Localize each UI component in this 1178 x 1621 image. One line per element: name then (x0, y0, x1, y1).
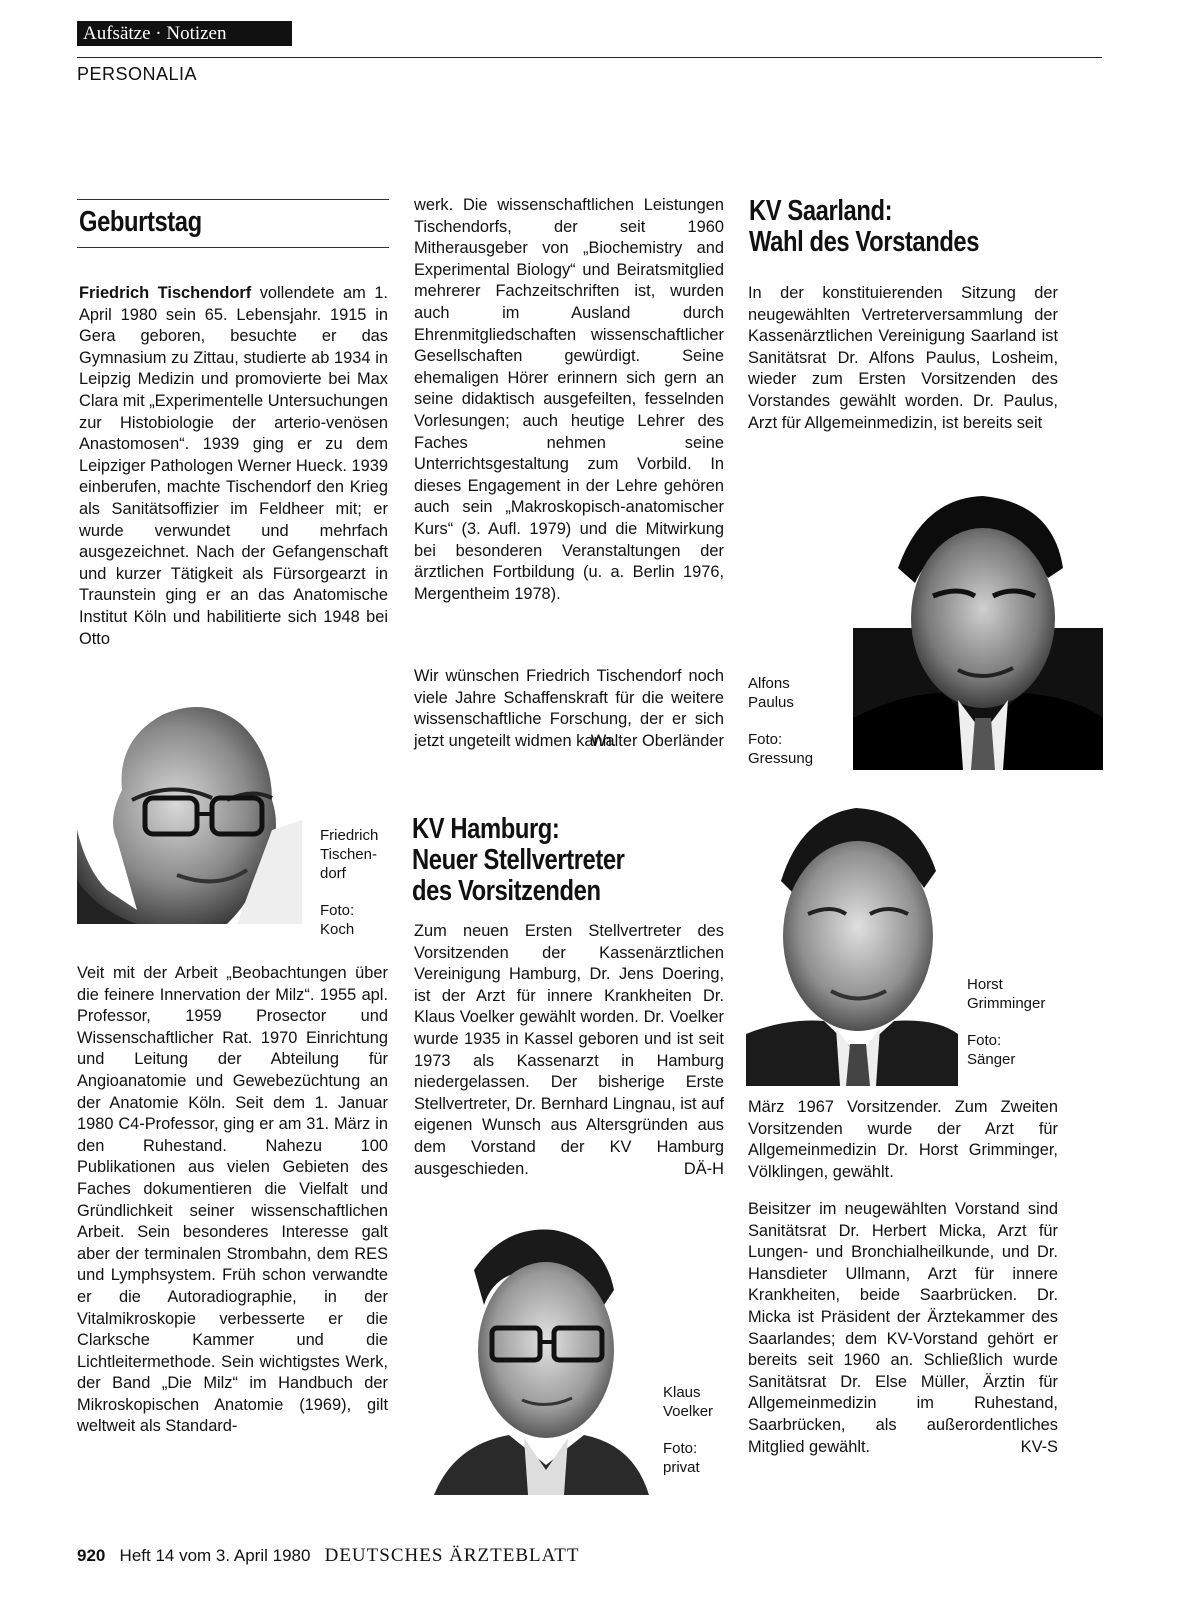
caption-name: Horst Grimminger (967, 976, 1046, 1012)
paragraph-text: vollendete am 1. April 1980 sein 65. Lebensjahr. 1915 in Gera geboren, besuchte er das Gymnasium zu Zittau, studierte ab 1934 in Leipzig Medizin und promovierte bei Max Clara mit „Experimentelle Untersuchungen zur Histobiologie der arterio-venösen Anastomosen“. 1939 ging er zu dem Leipziger Pathologen Werner Hueck. 1939 einberufen, machte Tischendorf den Krieg als Sanitätsoffizier im Feldheer mit; er wurde verwundet und mehrfach ausgezeichnet. Nach der Gefangenschaft und kurzer Tätigkeit als Fürsorgearzt in Traunstein ging er an das Anatomische Institut Köln und habilitierte sich 1948 bei Otto (79, 284, 388, 648)
geburtstag-headline: Geburtstag (79, 206, 202, 238)
hamburg-headline: KV Hamburg: Neuer Stellvertreter des Vorsitzenden (412, 813, 625, 907)
caption-credit: Foto: Gressung (748, 731, 814, 767)
magazine-name: DEUTSCHES ÄRZTEBLATT (324, 1545, 580, 1566)
tischendorf-photo (77, 680, 302, 924)
caption-name: Klaus Voelker (663, 1384, 714, 1420)
saarland-paragraph-3: Beisitzer im neugewählten Vorstand sind Sanitätsrat Dr. Herbert Micka, Arzt für Lungen- und Bronchialheilkunde, und Dr. Hansdieter Ullmann, Arzt für innere Krankheiten, beide Saarbrücken. Dr. Micka ist Präsident der Ärztekammer des Saarlandes; dem KV-Vorstand gehört er bereits seit 1960 an. Schließlich wurde Sanitätsrat Dr. Else Müller, Ärztin für Allgemeinmedizin im Ruhestand, Saarbrücken, als außerordentliches Mitglied gewählt. KV-S (748, 1199, 1058, 1458)
saarland-headline: KV Saarland: Wahl des Vorstandes (749, 195, 980, 258)
portrait-image (746, 796, 958, 1086)
portrait-image (853, 478, 1103, 770)
caption-credit: Foto: privat (663, 1440, 700, 1476)
geburtstag-paragraph-4: Wir wünschen Friedrich Tischendorf noch viele Jahre Schaffenskraft für die weitere wissenschaftliche Forschung, der er sich jetzt ungeteilt widmen kann. Walter Oberländer (414, 666, 724, 752)
caption-name: Friedrich Tischen- dorf (320, 827, 379, 882)
headline-rule-top (77, 199, 389, 200)
caption-credit: Foto: Koch (320, 902, 355, 938)
category-label: PERSONALIA (77, 64, 198, 84)
author-signature: Walter Oberländer (590, 731, 724, 750)
tischendorf-caption (320, 826, 400, 939)
paulus-caption (748, 674, 848, 768)
voelker-photo (414, 1210, 654, 1495)
caption-credit: Foto: Sänger (967, 1032, 1016, 1068)
section-tag: Aufsätze · Notizen (77, 21, 292, 46)
page-number: 920 (77, 1546, 106, 1565)
author-signature: KV-S (1020, 1437, 1058, 1456)
grimminger-caption (967, 975, 1067, 1069)
saarland-paragraph-2: März 1967 Vorsitzender. Zum Zweiten Vorsitzenden wurde der Arzt für Allgemeinmedizin Dr. Horst Grimminger, Völklingen, gewählt. (748, 1098, 1058, 1181)
author-signature: DÄ-H (683, 1159, 724, 1178)
portrait-image (414, 1210, 654, 1495)
subject-name: Friedrich Tischendorf (79, 284, 252, 302)
portrait-image (77, 680, 302, 924)
page-footer (77, 1545, 579, 1567)
geburtstag-paragraph-3: werk. Die wissenschaftlichen Leistungen Tischendorfs, der seit 1960 Mitherausgeber von „Biochemistry and Experimental Biology“ und Beiratsmitglied mehrerer Fachzeitschriften ist, wurden auch im Ausland durch Ehrenmitgliedschaften wissenschaftlicher Gesellschaften gewürdigt. Seine ehemaligen Hörer erinnern sich gern an seine didaktisch ausgefeilten, fesselnden Vorlesungen; auch heutige Lehrer des Faches nehmen seine Unterrichtsgestaltung zum Vorbild. In dieses Engagement in der Lehre gehören auch sein „Makroskopisch-anatomischer Kurs“ (3. Aufl. 1979) und die Mitwirkung bei besonderen Veranstaltungen der ärztlichen Fortbildung (u. a. Berlin 1976, Mergentheim 1978). (414, 196, 724, 603)
geburtstag-paragraph-2: Veit mit der Arbeit „Beobachtungen über die feinere Innervation der Milz“. 1955 apl. Professor, 1959 Prosector und Wissenschaftlicher Rat. 1970 Einrichtung und Leitung der Abteilung für Angioanatomie und Gewebezüchtung an der Anatomie Köln. Seit dem 1. Januar 1980 C4-Professor, ging er am 31. März in den Ruhestand. Nahezu 100 Publikationen aus vielen Gebieten des Faches dokumentieren die Vielfalt und Gründlichkeit seiner wissenschaftlichen Arbeit. Sein besonderes Interesse galt aber der terminalen Strombahn, dem RES und Lymphsystem. Früh schon verwandte er die Autoradiographie, in der Vitalmikroskopie verbesserte er die Clarksche Kammer und die Lichtleitermethode. Sein wichtigstes Werk, der Band „Die Milz“ im Handbuch der Mikroskopischen Anatomie (1969), gilt weltweit als Standard- (77, 964, 388, 1436)
headline-rule-bottom (77, 247, 389, 248)
header-rule (77, 57, 1102, 58)
caption-name: Alfons Paulus (748, 675, 794, 711)
grimminger-photo (746, 796, 958, 1086)
voelker-caption (663, 1383, 743, 1477)
issue-info: Heft 14 vom 3. April 1980 (119, 1546, 311, 1565)
hamburg-paragraph-1: Zum neuen Ersten Stellvertreter des Vorsitzenden der Kassenärztlichen Vereinigung Hamburg, Dr. Jens Doering, ist der Arzt für innere Krankheiten Dr. Klaus Voelker gewählt worden. Dr. Voelker wurde 1935 in Kassel geboren und ist seit 1973 als Kassenarzt in Hamburg niedergelassen. Der bisherige Erste Stellvertreter, Dr. Bernhard Lingnau, ist auf eigenen Wunsch aus Altersgründen aus dem Vorstand der KV Hamburg ausgeschieden. DÄ-H (414, 921, 724, 1180)
paulus-photo (853, 478, 1103, 770)
geburtstag-paragraph-1 (79, 283, 388, 650)
saarland-paragraph-1: In der konstituierenden Sitzung der neugewählten Vertreterversammlung der Kassenärztlichen Vereinigung Saarland ist Sanitätsrat Dr. Alfons Paulus, Losheim, wieder zum Ersten Vorsitzenden des Vorstandes gewählt worden. Dr. Paulus, Arzt für Allgemeinmedizin, ist bereits seit (748, 284, 1058, 432)
